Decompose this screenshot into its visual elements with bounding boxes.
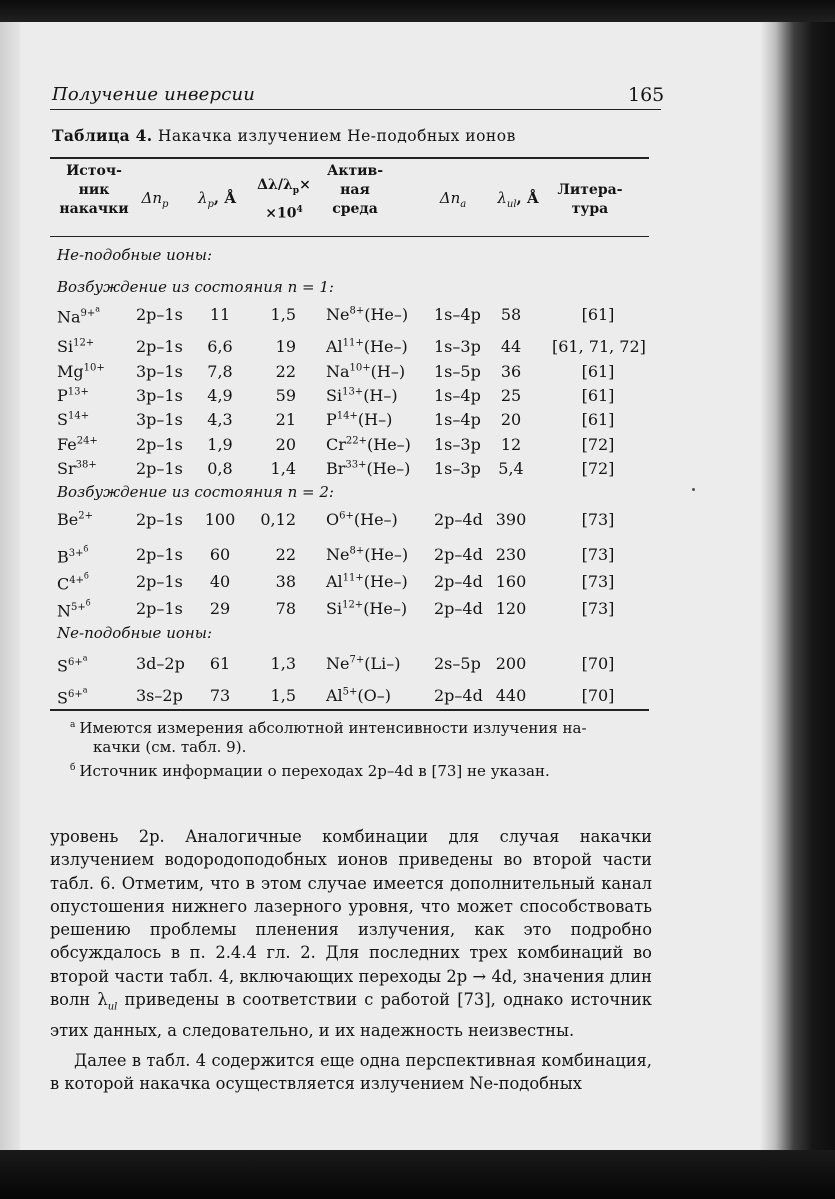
transition-a-cell: 2p–4d [434,686,483,705]
medium-charge: 13+ [342,386,364,398]
footnote-ref: б [84,572,89,581]
column-header-subscript: a [460,199,467,210]
medium-isoelectronic: (He–) [364,305,409,324]
medium-isoelectronic: (He–) [363,572,408,591]
linewidth-cell: 38 [275,572,296,591]
wavelength-ul-cell: 25 [500,386,522,405]
body-paragraph [50,825,652,1042]
column-header-line [244,176,324,201]
table-row [0,654,700,684]
table-row [0,686,700,716]
footnote-ref: б [83,545,89,554]
transition-a-cell: 1s–3p [434,459,481,478]
ion-charge-value: 10+ [83,362,105,374]
linewidth-cell: 1,3 [270,654,296,673]
table-row [0,510,700,540]
linewidth-cell: 78 [275,599,296,618]
column-header-dnp [134,189,176,210]
ion-charge [73,338,94,349]
wavelength-p-cell: 40 [209,572,231,591]
column-header-symbol: Δn [141,189,163,207]
table-top-rule [50,157,649,159]
medium-symbol: Br [326,459,346,478]
ion-symbol: Sr [57,459,76,478]
transition-cell: 3d–2p [136,654,185,673]
ion-charge-value: 24+ [76,435,98,447]
header-rule [50,109,661,110]
ion-symbol: S [57,410,68,429]
transition-cell: 2p–1s [136,545,183,564]
ion-charge [84,363,105,374]
page-number: 165 [628,84,665,106]
table-section-title: Ne-подобные ионы: [57,624,213,642]
scan-right-edge [760,0,835,1199]
table-caption-label: Таблица 4. [52,126,153,145]
transition-a-cell: 1s–5p [434,362,481,381]
ion-charge [67,654,88,669]
medium-cell [326,305,408,324]
footnote-mark: а [70,720,76,730]
ion-charge-value: 6+ [67,689,83,701]
table-header-rule [50,236,649,237]
ion-charge-value: 5+ [71,602,86,614]
medium-charge: 7+ [349,654,365,666]
transition-cell: 2p–1s [136,599,183,618]
wavelength-p-cell: 4,3 [207,410,233,429]
medium-cell [326,599,407,618]
wavelength-p-cell: 100 [204,510,236,529]
wavelength-ul-cell: 160 [495,572,527,591]
reference-cell: [61] [581,386,615,405]
column-header-line: накачки [59,201,129,217]
ion-charge [68,387,89,398]
ion-symbol: N [57,601,71,621]
ion-charge [80,305,101,320]
medium-symbol: Si [326,599,343,618]
reference-cell: [61] [581,410,615,429]
medium-isoelectronic: (He–) [367,435,411,454]
wavelength-ul-cell: 12 [500,435,522,454]
medium-charge: 6+ [339,510,354,522]
ion-cell [57,654,88,676]
wavelength-p-cell: 7,8 [207,362,233,381]
ion-symbol: B [57,547,69,567]
transition-cell: 2p–1s [136,572,183,591]
column-header-lambda-ul [488,189,548,210]
medium-charge: 10+ [349,362,371,374]
ion-charge-value: 38+ [75,459,97,471]
linewidth-cell: 22 [275,362,296,381]
medium-symbol: Ne [326,305,350,324]
scan-top-edge [0,0,835,22]
reference-cell: [61] [581,362,615,381]
ion-cell [57,572,89,594]
transition-cell: 2p–1s [136,435,183,454]
wavelength-p-cell: 61 [209,654,231,673]
column-header-line: Актив- [326,163,384,179]
table-section-subtitle: Возбуждение из состояния n = 2: [57,483,334,501]
transition-a-cell: 1s–4p [434,305,481,324]
medium-cell [326,686,391,705]
table-section-title: Не-подобные ионы: [57,246,212,264]
ion-cell [57,337,94,356]
transition-cell: 2p–1s [136,337,183,356]
medium-isoelectronic: (H–) [363,386,398,405]
transition-a-cell: 2p–4d [434,510,483,529]
wavelength-p-cell: 0,8 [207,459,233,478]
body-paragraph-text: уровень 2p. Аналогичные комбинации для случая накачки излучением водородоподобных ионов приведены во второй части табл. 6. Отметим, что в этом случае имеется дополнительный канал опустошения нижнего лазерного уровня, что может способствовать решению проблемы пленения излучения, как это подробно обсуждалось в п. 2.4.4 гл. 2. Для последних трех комбинаций во второй части табл. 4, включающих переходы 2p → 4d, значения длин волн λ [50,827,652,1010]
column-header-medium [318,162,392,219]
transition-a-cell: 2p–4d [434,599,483,618]
wavelength-ul-cell: 120 [495,599,527,618]
wavelength-ul-cell: 20 [500,410,522,429]
column-header-line [244,201,324,224]
column-header-exponent: 4 [296,204,303,215]
running-head: Получение инверсии [52,84,256,105]
medium-charge: 33+ [345,459,367,471]
reference-cell: [61, 71, 72] [552,337,646,356]
footnote-a-continuation: качки (см. табл. 9). [93,738,247,756]
reference-cell: [73] [581,599,615,618]
linewidth-cell: 1,5 [270,305,296,324]
footnote-ref: а [95,305,101,314]
ion-symbol: S [57,656,68,676]
wavelength-ul-cell: 390 [495,510,527,529]
medium-charge: 8+ [349,545,365,557]
ion-charge [77,436,98,447]
medium-isoelectronic: (He–) [353,510,398,529]
ion-cell [57,410,89,429]
medium-symbol: Ne [326,545,350,564]
wavelength-p-cell: 60 [209,545,231,564]
medium-charge: 12+ [342,599,364,611]
medium-isoelectronic: (He–) [363,337,408,356]
column-header-line: ная [340,182,370,198]
medium-symbol: Al [326,337,343,356]
transition-a-cell: 1s–3p [434,435,481,454]
body-paragraph-text: приведены в соответствии с работой [73], однако источник этих данных, а следовательно, и их надежность неизвестны. [50,990,652,1040]
ion-symbol: P [57,386,68,405]
wavelength-p-cell: 11 [209,305,231,324]
ion-charge [68,411,89,422]
medium-charge: 22+ [345,435,367,447]
footnote-b [70,758,652,782]
ion-charge-value: 6+ [67,657,83,669]
ion-cell [57,545,88,567]
reference-cell: [61] [581,305,615,324]
medium-cell [326,410,392,429]
medium-isoelectronic: (O–) [357,686,392,705]
medium-charge: 8+ [349,305,365,317]
column-header-line: ник [78,182,110,198]
reference-cell: [73] [581,545,615,564]
reference-cell: [72] [581,435,615,454]
column-header-symbol: λ [197,189,208,207]
reference-cell: [70] [581,686,615,705]
column-header-symbol: Δn [439,189,461,207]
footnote-a [70,715,652,739]
medium-cell [326,337,408,356]
column-header-literature [548,181,632,219]
medium-symbol: P [326,410,337,429]
linewidth-cell: 1,5 [270,686,296,705]
wavelength-ul-cell: 230 [495,545,527,564]
footnote-ref: а [82,686,88,695]
transition-a-cell: 1s–4p [434,410,481,429]
column-header-dl [244,176,324,223]
footnote-text: Источник информации о переходах 2p–4d в [73] не указан. [79,762,550,780]
ion-charge-value: 12+ [73,337,95,349]
medium-charge: 14+ [336,410,358,422]
ion-charge-value: 4+ [69,575,84,587]
column-header-source [52,162,136,219]
ion-cell [57,510,93,529]
linewidth-cell: 21 [275,410,296,429]
ion-charge-value: 3+ [68,548,84,560]
ion-cell [57,686,88,708]
wavelength-ul-cell: 440 [495,686,527,705]
ion-cell [57,435,98,454]
medium-isoelectronic: (He–) [364,545,409,564]
column-header-times: × [299,177,311,193]
wavelength-p-cell: 6,6 [207,337,233,356]
wavelength-p-cell: 29 [209,599,231,618]
ion-charge-value: 9+ [80,308,96,320]
ion-charge-value: 13+ [67,386,89,398]
column-header-line: Источ- [66,163,122,179]
column-header-line: среда [332,201,378,217]
ion-symbol: Be [57,510,79,529]
transition-cell: 2p–1s [136,305,183,324]
wavelength-p-cell: 1,9 [207,435,233,454]
linewidth-cell: 22 [275,545,296,564]
medium-charge: 11+ [342,572,364,584]
table-caption [52,126,516,145]
medium-symbol: Ne [326,654,350,673]
transition-a-cell: 1s–4p [434,386,481,405]
footnote-ref: а [82,654,88,663]
ion-cell [57,305,100,327]
linewidth-cell: 19 [275,337,296,356]
ion-cell [57,459,97,478]
medium-isoelectronic: (Li–) [364,654,401,673]
column-header-dna [430,189,476,210]
ion-symbol: C [57,574,70,594]
medium-cell [326,545,408,564]
transition-a-cell: 1s–3p [434,337,481,356]
ion-symbol: Na [57,307,81,327]
footnote-mark: б [70,763,76,773]
ion-symbol: Mg [57,362,84,381]
transition-cell: 2p–1s [136,459,183,478]
medium-symbol: Si [326,386,343,405]
column-header-subscript: p [162,199,169,210]
medium-isoelectronic: (H–) [370,362,406,381]
transition-cell: 3p–1s [136,410,183,429]
medium-isoelectronic: (He–) [363,599,408,618]
transition-cell: 3p–1s [136,362,183,381]
wavelength-ul-cell: 5,4 [498,459,524,478]
ion-cell [57,599,91,621]
ion-charge [71,599,91,614]
ion-symbol: Fe [57,435,77,454]
ion-charge [76,460,97,471]
transition-a-cell: 2p–4d [434,572,483,591]
column-header-line: Литера- [557,182,623,198]
wavelength-p-cell: 4,9 [207,386,233,405]
table-bottom-rule [50,709,649,711]
medium-cell [326,510,398,529]
column-header-subscript: ul [506,199,517,210]
medium-cell [326,362,405,381]
medium-cell [326,459,410,478]
transition-cell: 2p–1s [136,510,183,529]
medium-symbol: Cr [326,435,346,454]
reference-cell: [72] [581,459,615,478]
medium-symbol: Al [326,572,343,591]
wavelength-p-cell: 73 [209,686,231,705]
column-header-unit: , Å [516,189,539,207]
footnote-ref: б [85,599,91,608]
reference-cell: [73] [581,510,615,529]
medium-charge: 5+ [342,686,358,698]
medium-isoelectronic: (He–) [366,459,411,478]
medium-charge: 11+ [342,337,364,349]
medium-symbol: O [326,510,340,529]
column-header-unit: , Å [213,189,236,207]
table-caption-text: Накачка излучением Не-подобных ионов [157,127,516,145]
reference-cell: [73] [581,572,615,591]
medium-isoelectronic: (H–) [357,410,393,429]
linewidth-cell: 20 [275,435,296,454]
linewidth-cell: 59 [275,386,296,405]
wavelength-ul-cell: 36 [500,362,522,381]
ion-charge [69,572,89,587]
ion-charge [67,686,88,701]
ion-charge [68,545,89,560]
column-header-symbol: Δλ/λ [257,177,293,193]
medium-cell [326,572,408,591]
medium-symbol: Al [326,686,343,705]
table-section-subtitle: Возбуждение из состояния n = 1: [57,278,334,296]
linewidth-cell: 0,12 [260,510,296,529]
wavelength-ul-cell: 58 [500,305,522,324]
medium-cell [326,654,400,673]
wavelength-ul-cell: 44 [500,337,522,356]
table-row [0,305,700,335]
transition-cell: 3s–2p [136,686,183,705]
body-text [50,825,652,1096]
scan-bottom-edge [0,1150,835,1199]
ion-cell [57,386,89,405]
ion-cell [57,362,105,381]
transition-cell: 3p–1s [136,386,183,405]
footnote-text: Имеются измерения абсолютной интенсивности излучения на- [79,719,587,737]
reference-cell: [70] [581,654,615,673]
ion-charge-value: 2+ [78,510,93,522]
column-header-subscript: p [207,199,214,210]
ion-symbol: S [57,688,68,708]
ion-symbol: Si [57,337,74,356]
column-header-subscript: p [292,185,300,196]
column-header-factor: ×10 [265,205,297,222]
column-header-lambda-p [191,189,243,210]
column-header-line: тура [571,201,609,217]
body-paragraph-subscript: ul [107,1001,118,1013]
linewidth-cell: 1,4 [270,459,296,478]
ion-charge-value: 14+ [67,410,90,422]
transition-a-cell: 2p–4d [434,545,483,564]
wavelength-ul-cell: 200 [495,654,527,673]
transition-a-cell: 2s–5p [434,654,481,673]
medium-cell [326,435,411,454]
medium-symbol: Na [326,362,350,381]
body-paragraph: Далее в табл. 4 содержится еще одна перспективная комбинация, в которой накачка осуществляется излучением Ne-подобных [50,1050,652,1094]
ion-charge [78,511,93,522]
medium-cell [326,386,398,405]
column-header-symbol: λ [497,189,507,207]
